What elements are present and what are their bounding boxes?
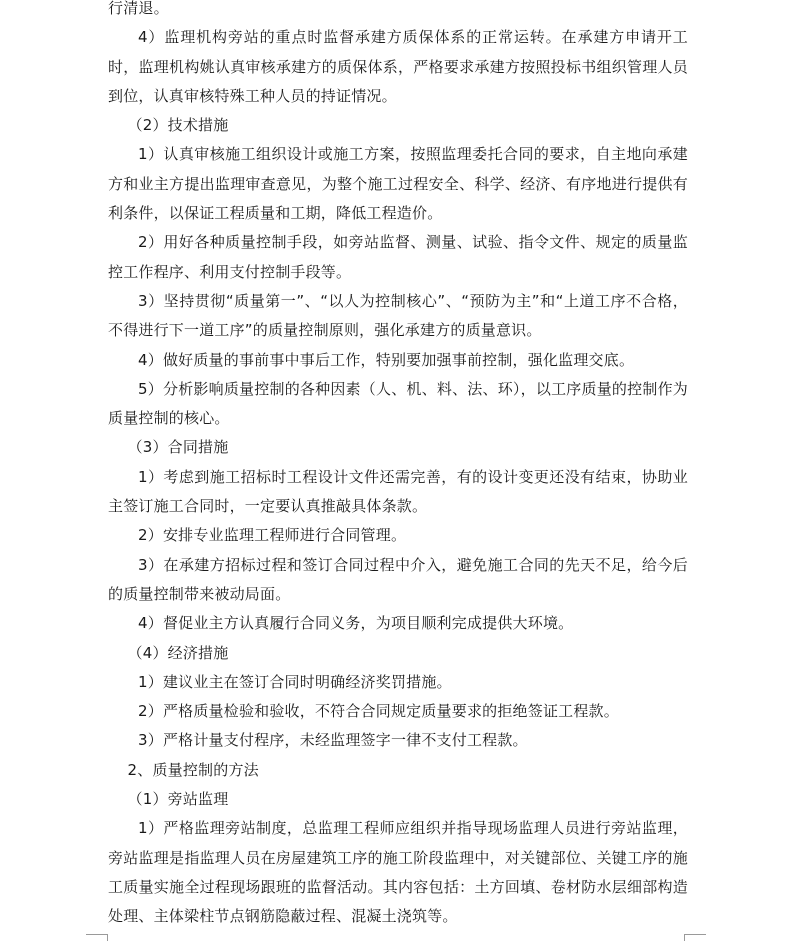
paragraph: 4）做好质量的事前事中事后工作，特别要加强事前控制，强化监理交底。 [138,350,635,369]
paragraph: 1）认真审核施工组织设计或施工方案，按照监理委托合同的要求，自主地向承建方和业主方提出监理审查意见，为整个施工过程安全、科学、经济、有序地进行提供有利条件，以保证工程质量和工期，降低工程造价。 [108,145,688,223]
section-heading: （4）经济措施 [127,643,229,662]
paragraph: 5）分析影响质量控制的各种因素（人、机、料、法、环），以工序质量的控制作为质量控制的核心。 [108,379,688,428]
paragraph: 2）安排专业监理工程师进行合同管理。 [138,526,407,545]
paragraph: 4）督促业主方认真履行合同义务，为项目顺利完成提供大环境。 [138,614,574,633]
section-heading: （2）技术措施 [127,116,229,135]
paragraph: 1）建议业主在签订合同时明确经济奖罚措施。 [138,672,452,691]
section-heading: （1）旁站监理 [127,790,229,809]
crop-mark-bottom-right [684,934,685,941]
paragraph: 1）严格监理旁站制度，总监理工程师应组织并指导现场监理人员进行旁站监理，旁站监理是指监理人员在房屋建筑工序的施工阶段监理中，对关键部位、关键工序的施工质量实施全过程现场跟班的监督活动。其内容包括：土方回填、卷材防水层细部构造处理、主体梁柱节点钢筋隐蔽过程、混凝土浇筑等。 [108,819,688,926]
crop-mark-bottom-left [86,934,108,935]
paragraph: 4）监理机构旁站的重点时监督承建方质保体系的正常运转。在承建方申请开工时，监理机构姚认真审核承建方的质保体系，严格要求承建方按照投标书组织管理人员到位，认真审核特殊工种人员的持证情况。 [108,28,688,105]
crop-mark-bottom-left [107,934,108,941]
crop-mark-bottom-right [684,934,706,935]
paragraph: 2）严格质量检验和验收，不符合合同规定质量要求的拒绝签证工程款。 [138,702,619,721]
paragraph: 1）考虑到施工招标时工程设计文件还需完善，有的设计变更还没有结束，协助业主签订施工合同时，一定要认真推敲具体条款。 [108,467,688,516]
paragraph: 2）用好各种质量控制手段，如旁站监督、测量、试验、指令文件、规定的质量监控工作程序、利用支付控制手段等。 [108,233,688,281]
paragraph: 行清退。 [108,0,169,17]
document-body [108,0,688,932]
section-heading: （3）合同措施 [127,438,229,457]
section-heading: 2、质量控制的方法 [127,760,259,779]
paragraph: 3）坚持贯彻“质量第一”、“以人为控制核心”、“预防为主”和“上道工序不合格，不得进行下一道工序”的质量控制原则，强化承建方的质量意识。 [108,291,688,340]
paragraph: 3）严格计量支付程序，未经监理签字一律不支付工程款。 [138,731,528,750]
paragraph: 3）在承建方招标过程和签订合同过程中介入，避免施工合同的先天不足，给今后的质量控制带来被动局面。 [108,555,688,603]
